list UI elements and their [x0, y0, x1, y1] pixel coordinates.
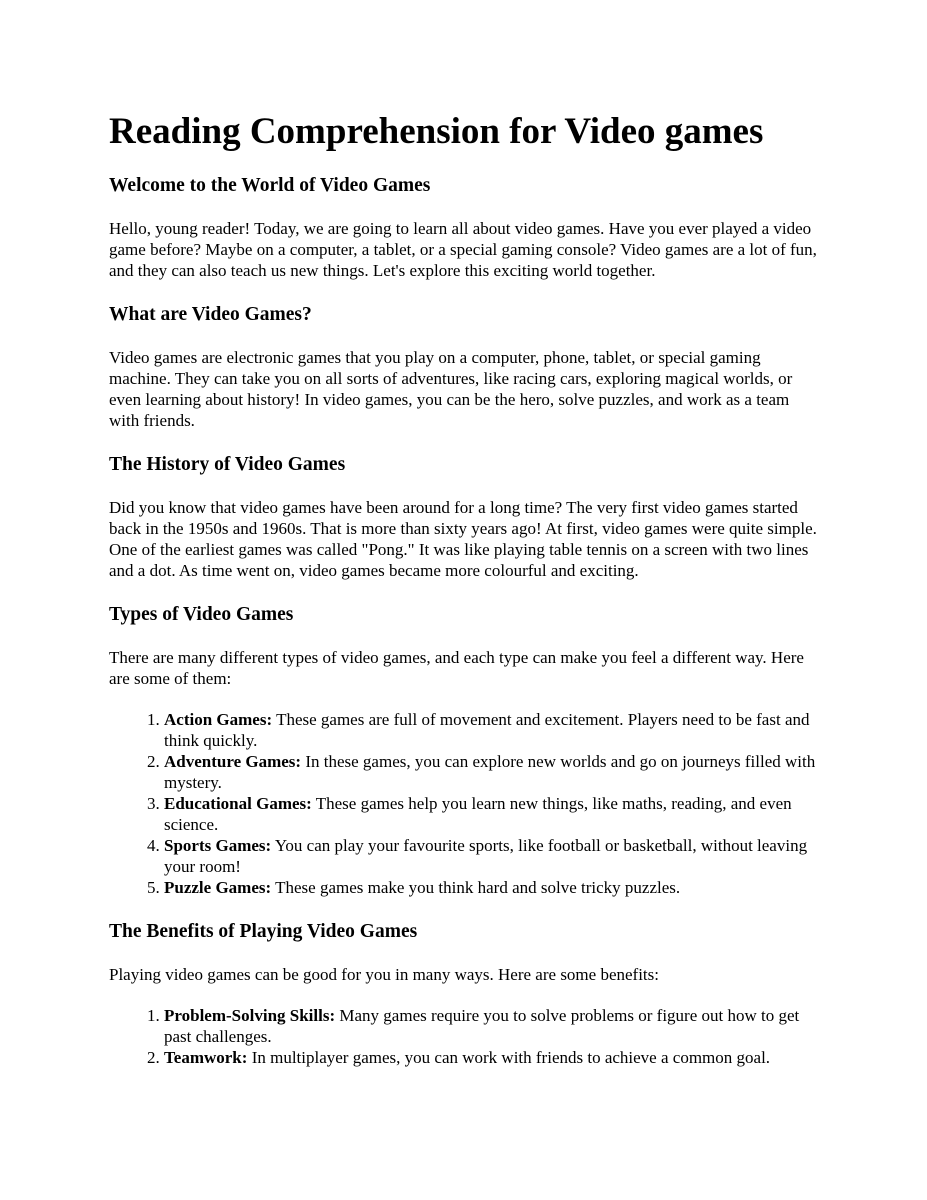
- list-item: [164, 751, 819, 793]
- section-paragraph-history: Did you know that video games have been around for a long time? The very first video games started back in the 1950s and 1960s. That is more than sixty years ago! At first, video games were quite simple. One of the earliest games was called "Pong." It was like playing table tennis on a screen with two lines and a dot. As time went on, video games became more colourful and exciting.: [109, 498, 817, 580]
- list-item-text: These games are full of movement and excitement. Players need to be fast and think quickly.: [164, 710, 810, 750]
- section-heading-history: The History of Video Games: [109, 454, 346, 475]
- list-item-term: Adventure Games:: [164, 752, 302, 771]
- list-item-text: In multiplayer games, you can work with friends to achieve a common goal.: [247, 1048, 771, 1067]
- list-item-text: Many games require you to solve problems or figure out how to get past challenges.: [164, 1006, 800, 1046]
- section-paragraph-welcome: Hello, young reader! Today, we are going to learn all about video games. Have you ever played a video game before? Maybe on a computer, a tablet, or a special gaming console? Video games are a lot of fun, and they can also teach us new things. Let's explore this exciting world together.: [109, 219, 817, 280]
- list-item-term: Puzzle Games:: [164, 878, 272, 897]
- page-title: Reading Comprehension for Video games: [109, 111, 764, 152]
- list-item: [164, 1047, 819, 1068]
- list-item: [164, 793, 819, 835]
- section-heading-benefits: The Benefits of Playing Video Games: [109, 921, 418, 942]
- list-item: [164, 877, 819, 898]
- list-item: [164, 709, 819, 751]
- types-list: [109, 709, 819, 898]
- list-item-term: Problem-Solving Skills:: [164, 1006, 336, 1025]
- section-heading-what-are: What are Video Games?: [109, 304, 312, 325]
- list-item-text: These games make you think hard and solve tricky puzzles.: [271, 878, 681, 897]
- list-item-term: Action Games:: [164, 710, 273, 729]
- list-item-text: In these games, you can explore new worlds and go on journeys filled with mystery.: [164, 752, 816, 792]
- section-paragraph-what-are: Video games are electronic games that you play on a computer, phone, tablet, or special gaming machine. They can take you on all sorts of adventures, like racing cars, exploring magical worlds, or even learning about history! In video games, you can be the hero, solve puzzles, and work as a team with friends.: [109, 348, 793, 430]
- section-paragraph-types: There are many different types of video games, and each type can make you feel a different way. Here are some of them:: [109, 648, 804, 688]
- list-item: [164, 1005, 819, 1047]
- list-item-text: You can play your favourite sports, like football or basketball, without leaving your room!: [164, 836, 808, 876]
- section-paragraph-benefits: Playing video games can be good for you in many ways. Here are some benefits:: [109, 965, 659, 984]
- section-heading-types: Types of Video Games: [109, 604, 294, 625]
- benefits-list: [109, 1005, 819, 1068]
- list-item-term: Teamwork:: [164, 1048, 248, 1067]
- section-heading-welcome: Welcome to the World of Video Games: [109, 175, 431, 196]
- list-item-term: Sports Games:: [164, 836, 272, 855]
- list-item-term: Educational Games:: [164, 794, 312, 813]
- list-item: [164, 835, 819, 877]
- list-item-text: These games help you learn new things, like maths, reading, and even science.: [164, 794, 792, 834]
